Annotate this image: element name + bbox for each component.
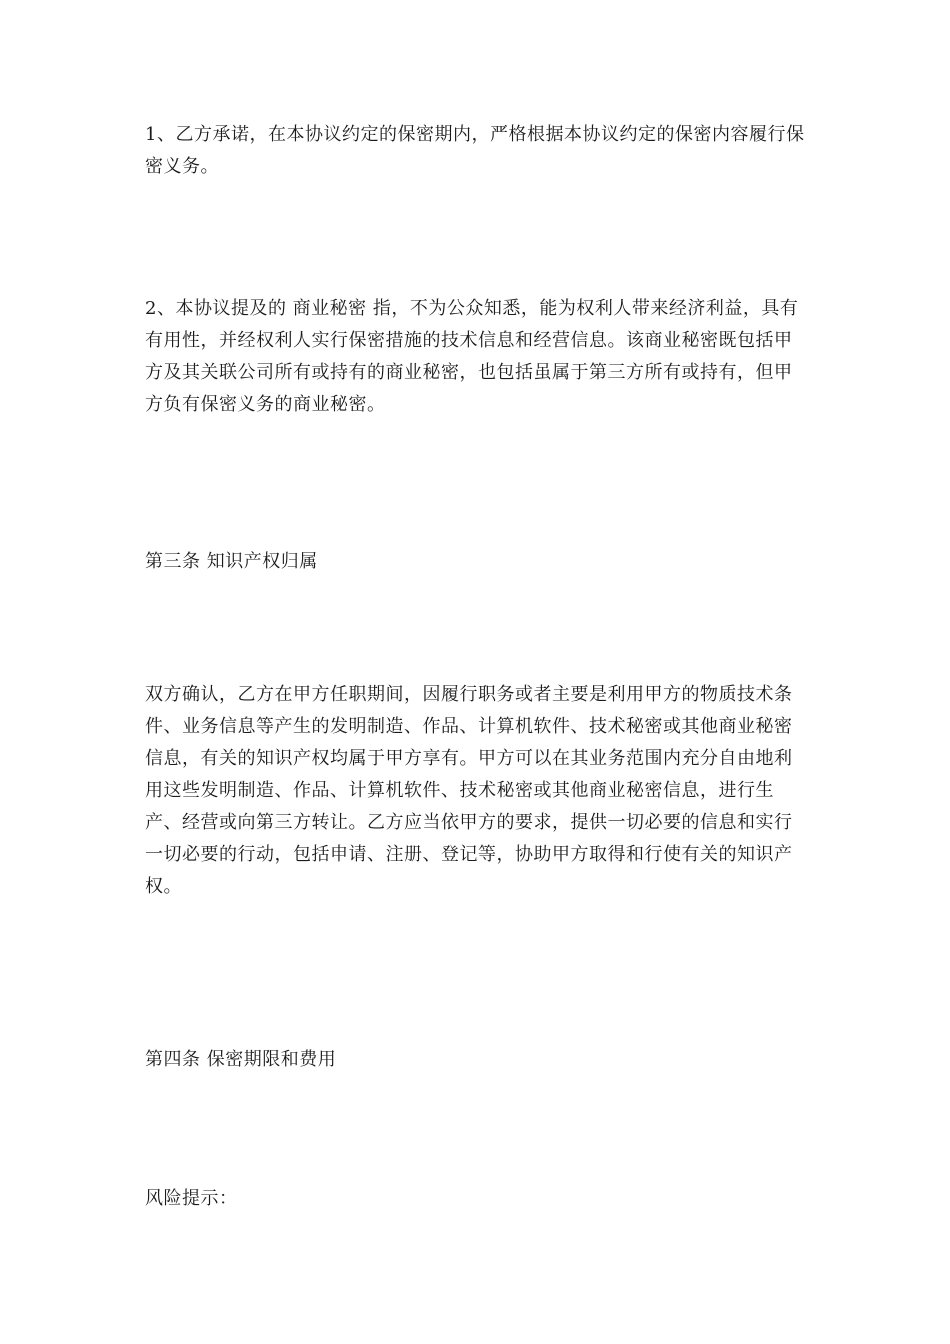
article-4-heading: 第四条 保密期限和费用 (145, 1049, 337, 1070)
risk-notice-label: 风险提示： (145, 1188, 238, 1209)
clause-2-paragraph: 2、本协议提及的 商业秘密 指，不为公众知悉，能为权利人带来经济利益，具有有用性，并经权利人实行保密措施的技术信息和经营信息。该商业秘密既包括甲方及其关联公司所有或持有的商业秘密，也包括虽属于第三方所有或持有，但甲方负有保密义务的商业秘密。 (145, 298, 799, 415)
article-3-heading: 第三条 知识产权归属 (145, 551, 318, 572)
clause-1-paragraph: 1、乙方承诺，在本协议约定的保密期内，严格根据本协议约定的保密内容履行保密义务。 (145, 124, 805, 177)
article-3-paragraph: 双方确认，乙方在甲方任职期间，因履行职务或者主要是利用甲方的物质技术条件、业务信息等产生的发明制造、作品、计算机软件、技术秘密或其他商业秘密信息，有关的知识产权均属于甲方享有。甲方可以在其业务范围内充分自由地利用这些发明制造、作品、计算机软件、技术秘密或其他商业秘密信息，进行生产、经营或向第三方转让。乙方应当依甲方的要求，提供一切必要的信息和实行一切必要的行动，包括申请、注册、登记等，协助甲方取得和行使有关的知识产权。 (145, 684, 793, 897)
